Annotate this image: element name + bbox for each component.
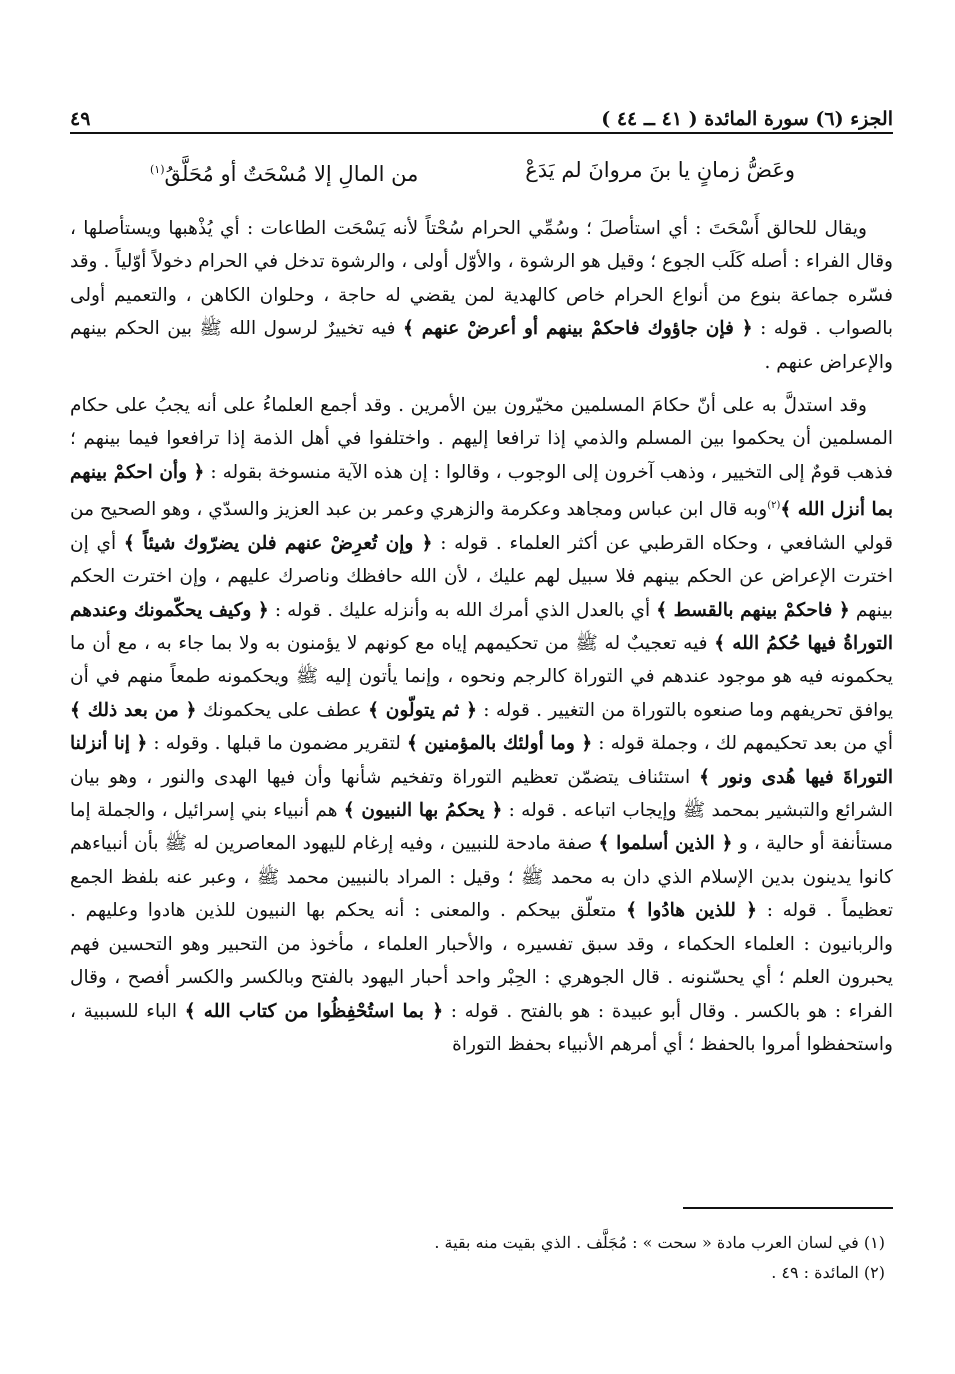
paragraph: وقد استدلَّ به على أنّ حكامَ المسلمين مخيّرون بين الأمرين . وقد أجمع العلماءُ على أنه يجبُ على حكام المسلمين أن يحكموا بين المسلم والذمي إذا ترافعا إليهم . واختلفوا في أهل الذمة إذا ترافعوا فيما بينهم ؛ فذهب قومٌ إلى التخيير ، وذهب آخرون إلى الوجوب ، وقالوا : إن هذه الآية منسوخة بقوله : ﴿ وأن احكمْ بينهم بما أنزل الله ﴾$^{(٢)}$وبه قال ابن عباس ومجاهد وعكرمة والزهري وعمر بن عبد العزيز والسدّي ، وهو الصحيح من قولي الشافعي ، وحكاه القرطبي عن أكثر العلماء . قوله : ﴿ وإن تُعرِضْ عنهم فلن يضرّوك شيئاً ﴾ أي إن اخترت الإعراض عن الحكم بينهم فلا سبيل لهم عليك ، لأن الله حافظك وناصرك عليهم ، وإن اخترت الحكم بينهم ﴿ فاحكمْ بينهم بالقسط ﴾ أي بالعدل الذي أمرك الله به وأنزله عليك . قوله : ﴿ وكيف يحكّمونك وعندهم التوراةُ فيها حُكمُ الله ﴾ فيه تعجيبٌ له ﷺ من تحكيمهم إياه مع كونهم لا يؤمنون به ولا بما جاء به ، مع أن ما يحكمونه فيه هو موجود عندهم في التوراة كالرجم ونحوه ، وإنما يأتون إليه ﷺ ويحكمونه طمعاً منهم في أن يوافق تحريفهم وما صنعوه بالتوراة من التغيير . قوله : ﴿ ثم يتولّون ﴾ عطف على يحكمونك ﴿ من بعد ذلك ﴾ أي من بعد تحكيمهم لك ، وجملة قوله : ﴿ وما أولئك بالمؤمنين ﴾ لتقرير مضمون ما قبلها . وقوله : ﴿ إنا أنزلنا التوراةَ فيها هُدى ونور ﴾ استئناف يتضمّن تعظيم التوراة وتفخيم شأنها وأن فيها الهدى والنور ، وهو بيان الشرائع والتبشير بمحمد ﷺ وإيجاب اتباعه . قوله : ﴿ يحكمُ بها النبيون ﴾ هم أنبياء بني إسرائيل ، والجملة إما مستأنفة أو حالية ، و ﴿ الذين أسلموا ﴾ صفة مادحة للنبيين ، وفيه إرغام لليهود المعاصرين له ﷺ بأن أنبياءهم كانوا يدينون بدين الإسلام الذي دان به محمد ﷺ ؛ وقيل : المراد بالنبيين محمد ﷺ ، وعبر عنه بلفظ الجمع تعظيماً . قوله : ﴿ للذين هادُوا ﴾ متعلّق بيحكم . والمعنى : أنه يحكم بها النبيون للذين هادوا وعليهم . والربانيون : العلماء الحكماء ، وقد سبق تفسيره ، والأحبار العلماء ، مأخوذ من التحبير وهو التحسين فهم يحبرون العلم ؛ أي يحسّنونه . قال الجوهري : الحِبْر واحد أحبار اليهود بالفتح وبالكسر والكسر أفصح ، وقال الفراء : هو بالكسر . وقال أبو عبيدة : هو بالفتح . قوله : ﴿ بما استُحْفِظُوا من كتاب الله ﴾ الباء للسببية ، واستحفظوا أمروا بالحفظ ؛ أي أمرهم الأنبياء بحفظ التوراة [70,395,894,1055]
running-title: الجزء (٦) سورة المائدة ( ٤١ ــ ٤٤ ) [601,108,893,130]
poetry-verse [150,150,795,194]
quran-quote: ﴿ من بعد ذلك ﴾ [70,699,197,721]
quran-quote: ﴿ إنا أنزلنا التوراةَ فيها هُدى ونور ﴾ [70,733,893,788]
quran-quote: ﴿ فاحكمْ بينهم بالقسط ﴾ [656,599,850,621]
quran-quote: ﴿ وإن تُعرِضْ عنهم فلن يضرّوك شيئاً ﴾ [123,532,433,554]
page-header [70,96,893,134]
footnote: (١) في لسان العرب مادة « سحت » : مُجَلَّف . الذي بقيت منه بقية . [434,1233,885,1252]
quran-quote: ﴿ ثم يتولّون ﴾ [368,699,477,721]
footnote-mark: (٢) [767,500,781,512]
verse-second-hemistich: من المالِ إلا مُسْحَتٌ أو مُحَلَّقُ$^{(١)}$ [150,162,419,186]
quran-quote: ﴿ يحكمُ بها النبيون ﴾ [343,800,503,822]
quran-quote: ﴿ الذين أسلموا ﴾ [598,833,733,855]
footnotes [70,1228,885,1288]
header-rule [70,132,893,134]
main-text [70,212,893,1061]
quran-quote: ﴿ وكيف يحكّمونك وعندهم التوراةُ فيها حُكمُ الله ﴾ [70,599,893,655]
page-number: ٤٩ [70,108,91,130]
paragraph: ويقال للحالق أَسْحَتَ : أي استأصلَ ؛ وسُمِّي الحرام سُحْتاً لأنه يَسْحَت الطاعات : أي يُذْهبها ويستأصلها ، وقال الفراء : أصله كَلَب الجوع ؛ وقيل هو الرشوة ، والأوّل أولى ، والرشوة تدخل في الحرام دخولاً أوّلياً . وقد فسّره جماعة بنوع من أنواع الحرام خاص كالهدية لمن يقضي له حاجة ، وحلوان الكاهن ، والتعميم أولى بالصواب . قوله : ﴿ فإن جاؤوك فاحكمْ بينهم أو أعرضْ عنهم ﴾ فيه تخييرٌ لرسول الله ﷺ بين الحكم بينهم والإعراض عنهم . [70,218,893,373]
quran-quote: ﴿ بما استُحْفِظُوا من كتاب الله ﴾ [184,1000,444,1022]
footnote-rule [683,1207,893,1209]
quran-quote: ﴿ وما أولئك بالمؤمنين ﴾ [406,733,593,755]
verse-first-hemistich: وعَضُّ زمانٍ يا بنَ مروانَ لم يَدَعْ [525,158,795,182]
footnote: (٢) المائدة : ٤٩ . [771,1263,885,1282]
footnote-mark: (١) [150,163,165,176]
quran-quote: ﴿ للذين هادُوا ﴾ [626,900,758,922]
quran-quote: ﴿ وأن احكمْ بينهم بما أنزل الله ﴾ [70,461,893,521]
quran-quote: ﴿ فإن جاؤوك فاحكمْ بينهم أو أعرضْ عنهم ﴾ [402,318,753,340]
